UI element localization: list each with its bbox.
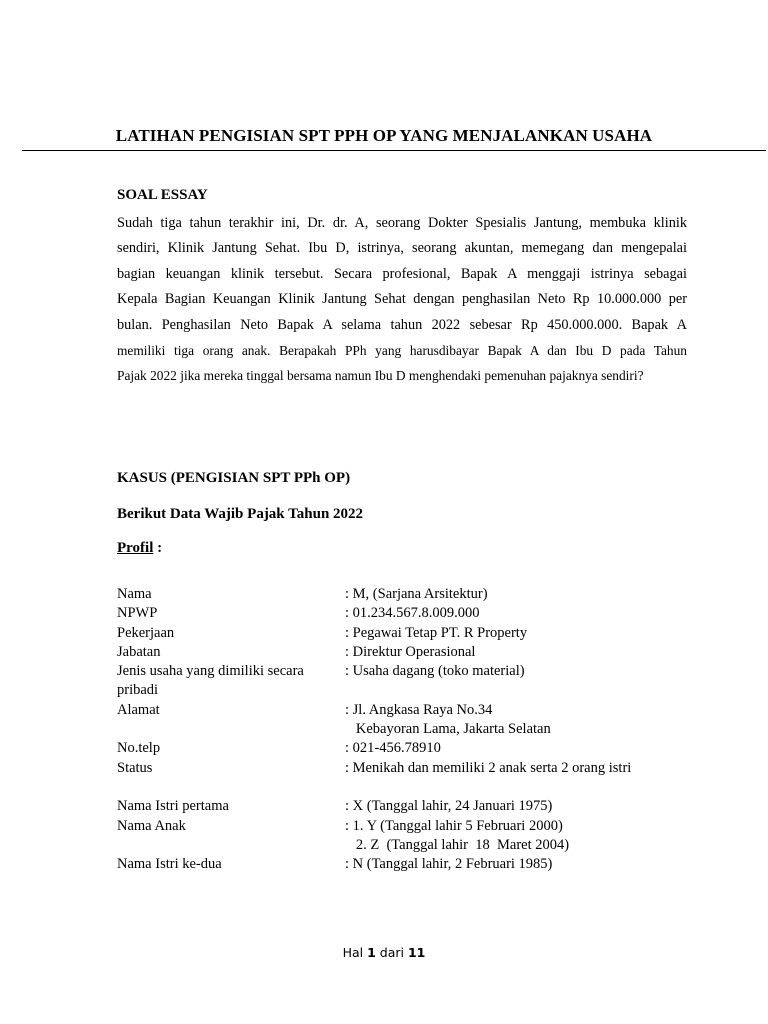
profil-heading [117,540,162,557]
profile-row [117,855,677,874]
profile-value: : N (Tanggal lahir, 2 Februari 1985) [345,856,553,873]
profile-row [117,585,677,604]
profile-key: Pekerjaan [117,624,175,641]
profile-value: : Menikah dan memiliki 2 anak serta 2 orang istri [345,759,632,776]
profile-value [345,778,677,797]
profile-key [117,720,345,739]
essay-line: Pajak 2022 jika mereka tinggal bersama namun Ibu D menghendaki pemenuhan pajaknya sendiri? [117,368,644,384]
essay-line: sendiri, Klinik Jantung Sehat. Ibu D, istrinya, seorang akuntan, memegang dan mengepalai [117,240,687,257]
profile-value: : X (Tanggal lahir, 24 Januari 1975) [345,798,553,815]
profile-row [117,662,677,681]
profile-key [117,778,345,797]
profile-row [117,817,677,836]
profile-key: Nama [117,586,152,602]
profile-key: pribadi [117,682,159,699]
profile-value: : 1. Y (Tanggal lahir 5 Februari 2000) [345,817,563,834]
profile-value: 2. Z (Tanggal lahir 18 Maret 2004) [345,836,570,853]
case-heading: KASUS (PENGISIAN SPT PPh OP) [117,470,351,486]
essay-paragraph [117,211,687,389]
footer-page-number: 1 [367,945,376,960]
profile-key: Alamat [117,701,160,718]
footer-mid: dari [375,945,408,960]
profile-key: Status [117,759,153,776]
essay-line: bulan. Penghasilan Neto Bapak A selama tahun 2022 sebesar Rp 450.000.000. Bapak A [117,316,687,333]
profile-row [117,759,677,778]
profile-row [117,681,677,700]
profile-key: NPWP [117,605,158,622]
profile-row [117,604,677,623]
title-divider [22,150,766,151]
document-title: LATIHAN PENGISIAN SPT PPH OP YANG MENJALANKAN USAHA [115,126,653,145]
data-heading: Berikut Data Wajib Pajak Tahun 2022 [117,506,364,522]
essay-heading: SOAL ESSAY [117,187,208,203]
profile-key: Jenis usaha yang dimiliki secara [117,663,304,680]
profile-table [117,585,677,874]
footer-prefix: Hal [342,945,368,960]
profile-value: Kebayoran Lama, Jakarta Selatan [345,721,551,738]
profile-value: : Usaha dagang (toko material) [345,663,525,680]
profile-row [117,624,677,643]
essay-line: Sudah tiga tahun terakhir ini, Dr. dr. A, seorang Dokter Spesialis Jantung, membuka klinik [117,215,687,231]
profile-row [117,739,677,758]
profile-row [117,797,677,816]
profile-key: Nama Anak [117,817,186,834]
essay-line: bagian keuangan klinik tersebut. Secara profesional, Bapak A menggaji istrinya sebagai [117,265,687,282]
profile-value: : Pegawai Tetap PT. R Property [345,624,528,641]
profile-value: : M, (Sarjana Arsitektur) [345,586,488,602]
profile-value: : 01.234.567.8.009.000 [345,605,480,622]
profile-row-spacer [117,778,677,797]
profil-label: Profil [117,540,154,556]
page-footer [0,945,768,960]
footer-total-pages: 11 [407,945,426,960]
profile-key [117,836,345,855]
profile-key: No.telp [117,740,161,757]
profile-key: Nama Istri pertama [117,798,229,815]
profile-row [117,701,677,720]
profile-row [117,720,677,739]
profile-key: Nama Istri ke-dua [117,856,222,873]
profile-value: : 021-456.78910 [345,740,441,757]
essay-line: memiliki tiga orang anak. Berapakah PPh yang harusdibayar Bapak A dan Ibu D pada Tahun [117,343,687,359]
essay-line: Kepala Bagian Keuangan Klinik Jantung Sehat dengan penghasilan Neto Rp 10.000.000 per [117,291,687,308]
profile-key: Jabatan [117,643,161,660]
profile-row [117,836,677,855]
profile-row [117,643,677,662]
profile-value: : Direktur Operasional [345,643,476,660]
profil-colon: : [153,540,163,556]
profile-value: : Jl. Angkasa Raya No.34 [345,701,493,718]
profile-value [345,681,677,700]
